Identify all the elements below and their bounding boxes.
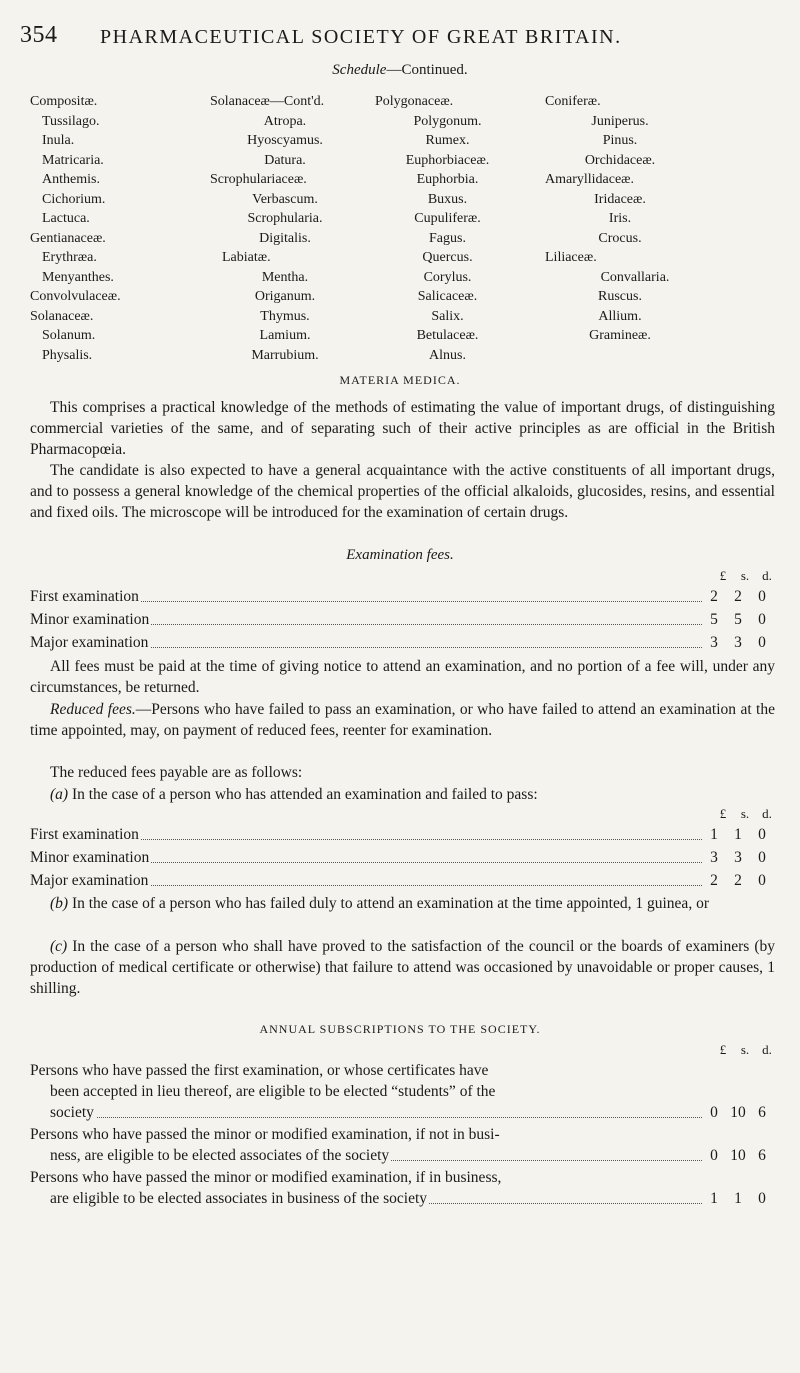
reduced-fees-intro: The reduced fees payable are as follows: [50,764,303,781]
fee-row-major: Major examination 3 3 0 [30,634,766,651]
reduced-fees-paragraph: Reduced fees.—Persons who have failed to pass an examination, or who have failed to attend an examination at the time appointed, may, on payment of reduced fees, reenter for examination. [30,701,775,739]
reduced-fees-case-a: (a) In the case of a person who has attended an examination and failed to pass: [50,786,538,803]
list-item: Mentha. [261,269,309,285]
subscription-associates-text: Persons who have passed the minor or modified examination, if not in busi- [30,1126,500,1143]
lsd-header: £ s. d. [719,806,772,821]
column-1 [30,92,200,365]
reduced-fee-row-first: First examination 1 1 0 [30,826,766,843]
list-item: Crocus. [598,230,642,246]
subscription-row-associates: ness, are eligible to be elected associates of the society 0 10 6 [50,1147,766,1164]
reduced-fee-row-minor: Minor examination 3 3 0 [30,849,766,866]
list-item: Fagus. [429,230,466,246]
column-4 [545,92,695,346]
schedule-heading [0,62,800,79]
subscription-row-business: are eligible to be elected associates in business of the society 1 1 0 [50,1190,766,1207]
fee-row-first: First examination 2 2 0 [30,588,766,605]
list-item: Orchidaceæ. [584,152,656,168]
column-3 [375,92,520,365]
schedule-heading-rest: —Continued. [386,62,468,78]
lsd-header: £ s. d. [719,568,772,583]
list-item: Lamium. [259,328,311,343]
list-item: Physalis. [42,347,93,363]
list-item: Cupuliferæ. [414,211,481,226]
list-item: Menyanthes. [42,269,114,285]
list-item: Allium. [598,308,642,324]
list-item: Betulaceæ. [416,328,479,343]
list-item: Digitalis. [259,230,311,246]
subscription-row-students: society 0 10 6 [50,1104,766,1121]
list-item: Amaryllidaceæ. [545,172,635,187]
list-item: Lactuca. [42,211,90,226]
list-item: Gentianaceæ. [30,230,106,246]
list-item: Atropa. [263,113,307,129]
list-item: Marrubium. [251,347,319,363]
list-item: Salicaceæ. [417,289,478,304]
list-item: Iridaceæ. [594,191,646,207]
list-item: Convallaria. [600,269,670,285]
schedule-heading-italic: Schedule [332,62,387,78]
list-item: Scrophulariaceæ. [210,172,307,187]
list-item: Erythræa. [42,250,97,265]
list-item: Matricaria. [42,152,104,168]
list-item: Labiatæ. [222,250,271,265]
list-item: Thymus. [260,308,310,324]
list-item: Buxus. [427,191,468,207]
list-item: Solanum. [42,328,96,343]
list-item: Euphorbiaceæ. [405,152,490,168]
lsd-header: £ s. d. [719,1042,772,1057]
running-head [20,22,780,54]
list-item: Anthemis. [42,172,100,187]
list-item: Inula. [42,133,75,148]
list-item: Scrophularia. [247,211,323,226]
list-item: Verbascum. [252,191,318,207]
subscription-business-text: Persons who have passed the minor or modified examination, if in business, [30,1169,502,1186]
list-item: Quercus. [422,250,473,265]
list-item: Gramineæ. [589,328,651,343]
list-item: Polygonaceæ. [375,94,454,109]
list-item: Coniferæ. [545,94,601,109]
list-item: Solanaceæ. [30,308,94,324]
list-item: Juniperus. [591,113,649,129]
running-title: PHARMACEUTICAL SOCIETY OF GREAT BRITAIN. [100,26,622,48]
page-number: 354 [20,22,58,48]
list-item: Pinus. [602,133,638,148]
list-item: Origanum. [254,289,316,304]
fees-paragraph-1: All fees must be paid at the time of giving notice to attend an examination, and no portion of a fee will, under any circumstances, be returned. [30,658,775,696]
list-item: Cichorium. [42,191,106,207]
list-item: Liliaceæ. [545,250,597,265]
list-item: Compositæ. [30,94,98,109]
list-item: Rumex. [425,133,470,148]
list-item: Datura. [264,152,306,168]
reduced-fees-case-c: (c) In the case of a person who shall have proved to the satisfaction of the council or the boards of examiners (by production of medical certificate or otherwise) that failure to attend was occasioned by unavoidable or proper causes, 1 shilling. [30,938,775,997]
list-item: Iris. [608,211,632,226]
subscription-students-text: Persons who have passed the first examination, or whose certificates have been accepted in lieu thereof, are eligible to be elected “students” of the [30,1062,496,1100]
materia-medica-para-2: The candidate is also expected to have a general acquaintance with the active constituents of all important drugs, and to possess a general knowledge of the chemical properties of the official alkaloids, glucosides, resins, and essential and fixed oils. The microscope will be introduced for the examination of certain drugs. [30,462,775,521]
fee-row-minor: Minor examination 5 5 0 [30,611,766,628]
column-2 [210,92,360,365]
materia-medica-para-1: This comprises a practical knowledge of the methods of estimating the value of important drugs, of distinguishing commercial varieties of the same, and of separating such of their active principles as are official in the British Pharmacopœia. [30,399,775,458]
subscriptions-heading: ANNUAL SUBSCRIPTIONS TO THE SOCIETY. [259,1022,541,1036]
list-item: Corylus. [423,269,472,285]
list-item: Solanaceæ—Cont'd. [210,94,325,109]
list-item: Alnus. [429,347,466,363]
list-item: Polygonum. [413,113,482,129]
exam-fees-heading: Examination fees. [346,547,454,563]
list-item: Convolvulaceæ. [30,289,121,304]
list-item: Euphorbia. [416,172,479,187]
list-item: Salix. [431,308,464,324]
list-item: Tussilago. [42,113,100,129]
list-item: Hyoscyamus. [247,133,323,148]
reduced-fee-row-major: Major examination 2 2 0 [30,872,766,889]
reduced-fees-case-b: (b) In the case of a person who has failed duly to attend an examination at the time appointed, 1 guinea, or [50,895,709,912]
materia-medica-heading: MATERIA MEDICA. [339,373,461,387]
taxonomy-columns [0,92,800,362]
list-item: Ruscus. [598,289,642,304]
